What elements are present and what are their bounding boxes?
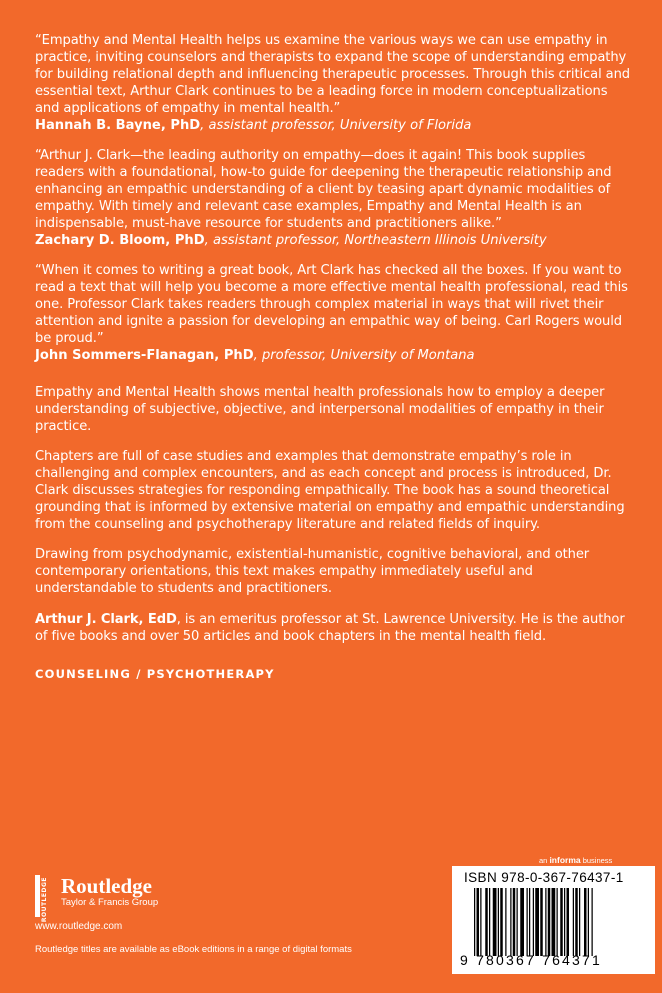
barcode-bar [588,888,589,956]
quote-attribution [35,232,635,249]
barcode-bar [552,888,556,956]
barcode-bar [533,888,534,956]
barcode-digits: 9 780367 764371 [460,952,602,968]
barcode-bar [575,888,578,956]
quote-3 [35,262,635,364]
barcode-bar [517,888,518,956]
barcode-bar [535,888,539,956]
barcode-bar [540,888,543,956]
barcode-bar [485,888,488,956]
barcode-bar [480,888,481,956]
barcode-bar [527,888,528,956]
reviewer-name: Hannah B. Bayne, PhD [35,118,201,133]
barcode-bar [579,888,580,956]
description-paragraph-1: Empathy and Mental Health shows mental health professionals how to employ a deeper understanding of subjective, objective, and interpersonal modalities of empathy in their practice. [35,385,605,434]
reviewer-role: , professor, University of Montana [253,348,475,363]
barcode-bar [477,888,480,956]
logo-mark-text: ROUTLEDGE [41,877,48,923]
publisher-website: www.routledge.com [35,921,123,932]
publisher-name: Routledge [61,874,152,898]
publisher-group: Taylor & Francis Group [61,897,159,908]
category-label: COUNSELING / PSYCHOTHERAPY [35,667,275,681]
barcode-bar [584,888,587,956]
back-cover-text [35,32,635,681]
quote-attribution [35,347,635,364]
routledge-logo [35,874,159,923]
barcode-bar [498,888,499,956]
quote-text: “When it comes to writing a great book, Art Clark has checked all the boxes. If you want to read a text that will help you become a more effective mental health professional, read this one. Professor Clark takes readers through complex material in ways that will rivet their attention and ignite a passion for developing an empathic way of being. Carl Rogers would be proud.” [35,263,628,346]
informa-prefix: an [539,856,550,865]
quote-text: “Empathy and Mental Health helps us examine the various ways we can use empathy in practice, inviting counselors and therapists to expand the scope of understanding empathy for building relational depth and influencing therapeutic processes. Through this critical and essential text, Arthur Clark continues to be a leading force in modern conceptualizations and applications of empathy in mental health.” [35,33,630,116]
author-name: Arthur J. Clark, EdD [35,612,177,627]
barcode-bar [500,888,503,956]
reviewer-role: , assistant professor, Northeastern Illinois University [204,233,547,248]
description-paragraph-3: Drawing from psychodynamic, existential-humanistic, cognitive behavioral, and other contemporary orientations, this text makes empathy immediately useful and understandable to students and practitioners. [35,547,590,596]
logo-wordmark [61,875,158,909]
author-bio-text: , is an emeritus professor at St. Lawrence University. He is the author of five books and over 50 articles and book chapters in the mental health field. [35,612,625,644]
barcode-bar [557,888,558,956]
barcode-bar [567,888,570,956]
barcode-bar [592,888,593,956]
reviewer-role: , assistant professor, University of Florida [200,118,472,133]
description-paragraph-2: Chapters are full of case studies and examples that demonstrate empathy’s role in challenging and complex encounters, and as each concept and process is introduced, Dr. Clark discusses strategies for responding empathically. The book has a sound theoretical grounding that is informed by extensive material on empathy and empathic understanding from the counseling and psychotherapy literature and related fields of inquiry. [35,449,625,532]
informa-business-label [539,855,612,865]
barcode-bar [548,888,551,956]
barcode-bars [474,888,648,956]
barcode-bar [564,888,565,956]
quote-2 [35,147,635,249]
barcode-bar [545,888,546,956]
barcode-bar [573,888,574,956]
barcode-panel [452,866,655,974]
ebook-note: Routledge titles are available as eBook editions in a range of digital formats [35,944,352,955]
quote-attribution [35,117,635,134]
author-bio [35,611,635,645]
informa-suffix: business [580,856,613,865]
barcode-bar [513,888,516,956]
barcode-bar [505,888,506,956]
informa-brand: informa [549,855,581,865]
reviewer-name: Zachary D. Bloom, PhD [35,233,205,248]
isbn-label: ISBN 978-0-367-76437-1 [464,870,624,885]
barcode-bar [510,888,511,956]
quote-1 [35,32,635,134]
barcode-bar [560,888,563,956]
barcode-bar [529,888,530,956]
reviewer-name: John Sommers-Flanagan, PhD [35,348,254,363]
barcode-bar [474,888,475,956]
barcode-bar [520,888,524,956]
routledge-mark-icon [35,875,55,923]
barcode-bar [489,888,490,956]
quote-text: “Arthur J. Clark—the leading authority on empathy—does it again! This book supplies readers with a foundational, how-to guide for deepening the therapeutic relationship and enhancing an empathic understanding of a client by teasing apart dynamic modalities of empathy. With timely and relevant case examples, Empathy and Mental Health is an indispensable, must-have resource for students and practitioners alike.” [35,148,612,231]
barcode-bar [493,888,497,956]
